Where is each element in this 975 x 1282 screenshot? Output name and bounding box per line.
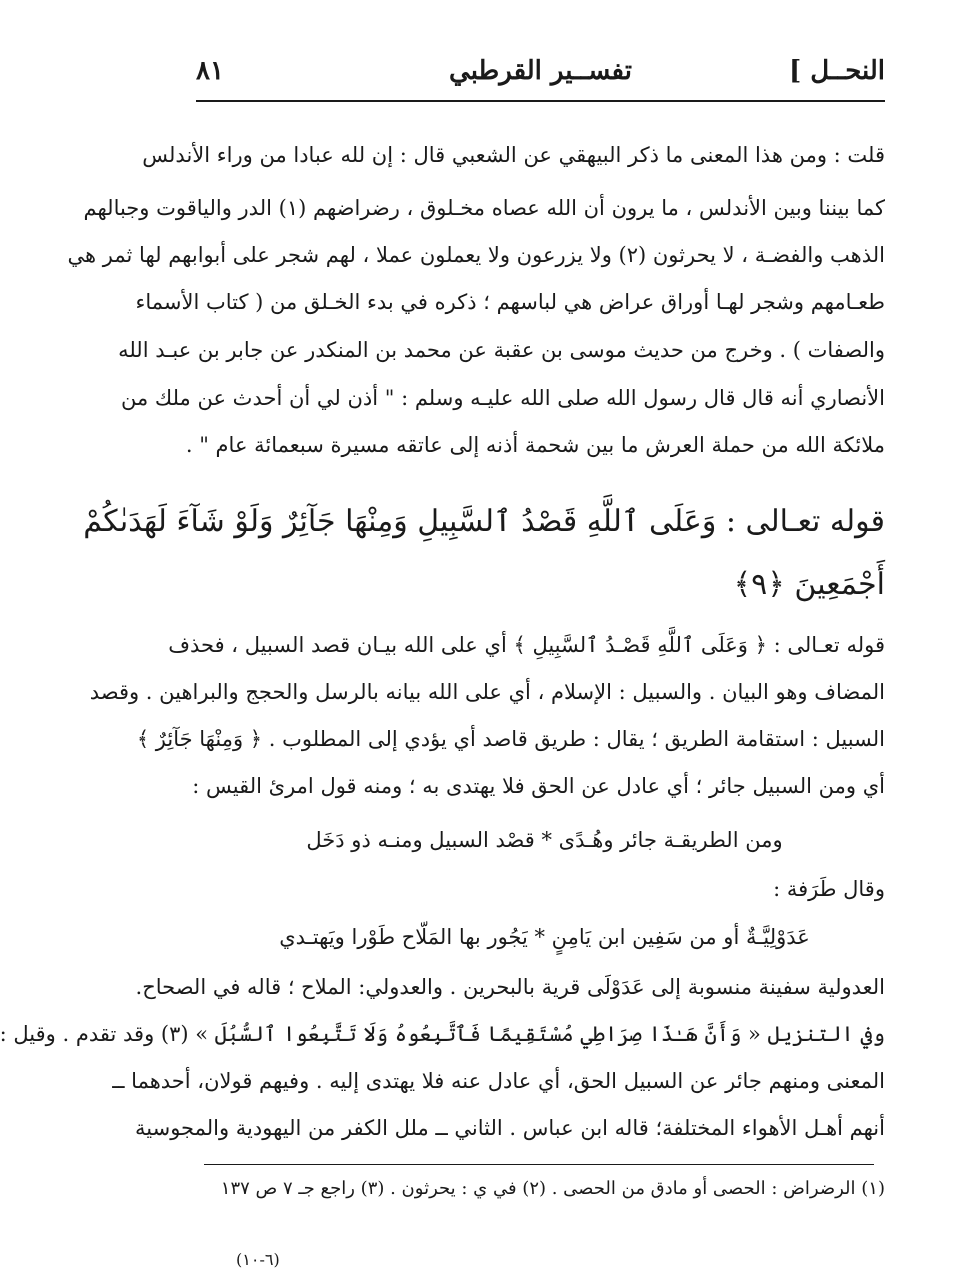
poem-verse: عَدَوْلِيَّـةٌ أو من سَفِين ابن يَامِنٍ * يَجُور بها المَلّاح طَوْرا ويَهتـدي [279,925,810,949]
body-line: ملائكة الله من حملة العرش ما بين شحمة أذنه إلى عاتقه مسيرة سبعمائة عام " . [185,433,885,457]
body-line: الذهب والفضـة ، لا يحرثون (٢) ولا يزرعون ولا يعملون عملا ، لهم شجر على أبوابهم لها ثمر هي [67,243,885,267]
body-line: قلت : ومن هذا المعنى ما ذكر البيهقي عن الشعبي قال : إن لله عبادا من وراء الأندلس [142,143,885,167]
body-line: طعـامهم وشجر لهـا أوراق عراض هي لباسهم ؛ ذكره في بدء الخـلق من ( كتاب الأسماء [135,290,885,314]
page-number: ٨١ [196,56,224,86]
quran-verse-line: قوله تعـالى : وَعَلَى ٱللَّهِ قَصْدُ ٱلسَّبِيلِ وَمِنْهَا جَآئِرٌ وَلَوْ شَآءَ لَهَدَىٰكُمْ [83,504,885,539]
commentary-line: قوله تعـالى : ﴿ وَعَلَى ٱللَّهِ قَصْـدُ ٱلسَّبِيلِ ﴾ أي على الله بيـان قصد السبيل ، فحذف [168,633,885,657]
commentary-line: وفي التنزيل « وَأَنَّ هَـٰذَا صِرَاطِي مُسْتَقِيمًا فَٱتَّبِعُوهُ وَلَا تَتَّبِعُوا ٱلسُّبُلَ » (٣) وقد تقدم . وقيل : [0,1022,885,1046]
commentary-line: المضاف وهو البيان . والسبيل : الإسلام ، أي على الله بيانه بالرسل والحجج والبراهين . وقصد [89,680,885,704]
body-line: والصفات ) . وخرج من حديث موسى بن عقبة عن محمد بن المنكدر عن جابر بن عبـد الله [118,338,885,362]
poem-verse: ومن الطريقـة جائر وهُـدًى * قصْد السبيل ومنـه ذو دَخَل [306,828,783,852]
printer-signature: (٦-١٠) [236,1250,280,1269]
footnote-separator [204,1164,874,1165]
body-line: الأنصاري أنه قال قال رسول الله صلى الله عليـه وسلم : " أذن لي أن أحدث عن ملك من [121,386,885,410]
tarafa-intro: وقال طَرَفة : [773,877,885,901]
page-header [196,52,885,102]
quran-verse-line: أَجْمَعِينَ ﴿٩﴾ [733,567,885,602]
commentary-line: أي ومن السبيل جائر ؛ أي عادل عن الحق فلا يهتدى به ؛ ومنه قول امرئ القيس : [192,774,885,798]
commentary-line: المعنى ومنهم جائر عن السبيل الحق، أي عادل عنه فلا يهتدى إليه . وفيهم قولان، أحدهما ــ [112,1069,885,1093]
body-line: كما بيننا وبين الأندلس ، ما يرون أن الله عصاه مخـلوق ، رضراضهم (١) الدر والياقوت وجبالهم [83,196,885,220]
commentary-line: السبيل : استقامة الطريق ؛ يقال : طريق قاصد أي يؤدي إلى المطلوب . ﴿ وَمِنْهَا جَآئِرٌ ﴾ [136,727,885,751]
commentary-line: أنهم أهـل الأهواء المختلفة؛ قاله ابن عباس . الثاني ــ ملل الكفر من اليهودية والمجوسية [135,1116,885,1140]
commentary-line: العدولية سفينة منسوبة إلى عَدَوْلَى قرية بالبحرين . والعدولي: الملاح ؛ قاله في الصحاح. [135,975,885,999]
footnotes: (١) الرضراض : الحصى أو مادق من الحصى . (٢) في ي : يحرثون . (٣) راجع جـ ٧ ص ١٣٧ [220,1178,885,1199]
book-title: تفســير القرطبي [449,56,632,86]
chapter-name: النحــل ] [788,56,885,86]
